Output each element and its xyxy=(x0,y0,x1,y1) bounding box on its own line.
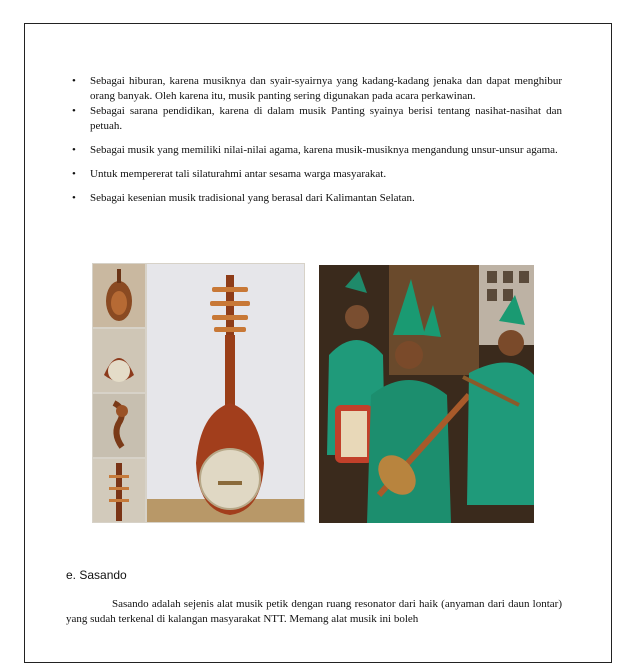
bullet-item: • Sebagai hiburan, karena musiknya dan syair-syairnya yang kadang-kadang jenaka dan dapat menghibur orang banyak. Oleh karena itu, musik panting sering digunakan pada acara perkawinan. xyxy=(68,74,562,104)
section-paragraph: Sasando adalah sejenis alat musik petik dengan ruang resonator dari haik (anyaman dari daun lontar) yang sudah terkenal di kalangan masyarakat NTT. Memang alat musik ini boleh xyxy=(66,598,562,625)
bullet-list xyxy=(68,74,562,206)
bullet-item: • Untuk mempererat tali silaturahmi antar sesama warga masyarakat. xyxy=(68,167,562,182)
bullet-item: • Sebagai sarana pendidikan, karena di dalam musik Panting syainya berisi tentang nasihat-nasihat dan petuah. xyxy=(68,104,562,134)
panting-musicians-photo xyxy=(319,265,534,523)
section-heading: e. Sasando xyxy=(66,568,127,582)
panting-instrument-photo xyxy=(92,263,305,523)
bullet-item: • Sebagai kesenian musik tradisional yang berasal dari Kalimantan Selatan. xyxy=(68,191,562,206)
main-instrument xyxy=(147,264,304,522)
bullet-item: • Sebagai musik yang memiliki nilai-nilai agama, karena musik-musiknya mengandung unsur-unsur agama. xyxy=(68,143,562,158)
